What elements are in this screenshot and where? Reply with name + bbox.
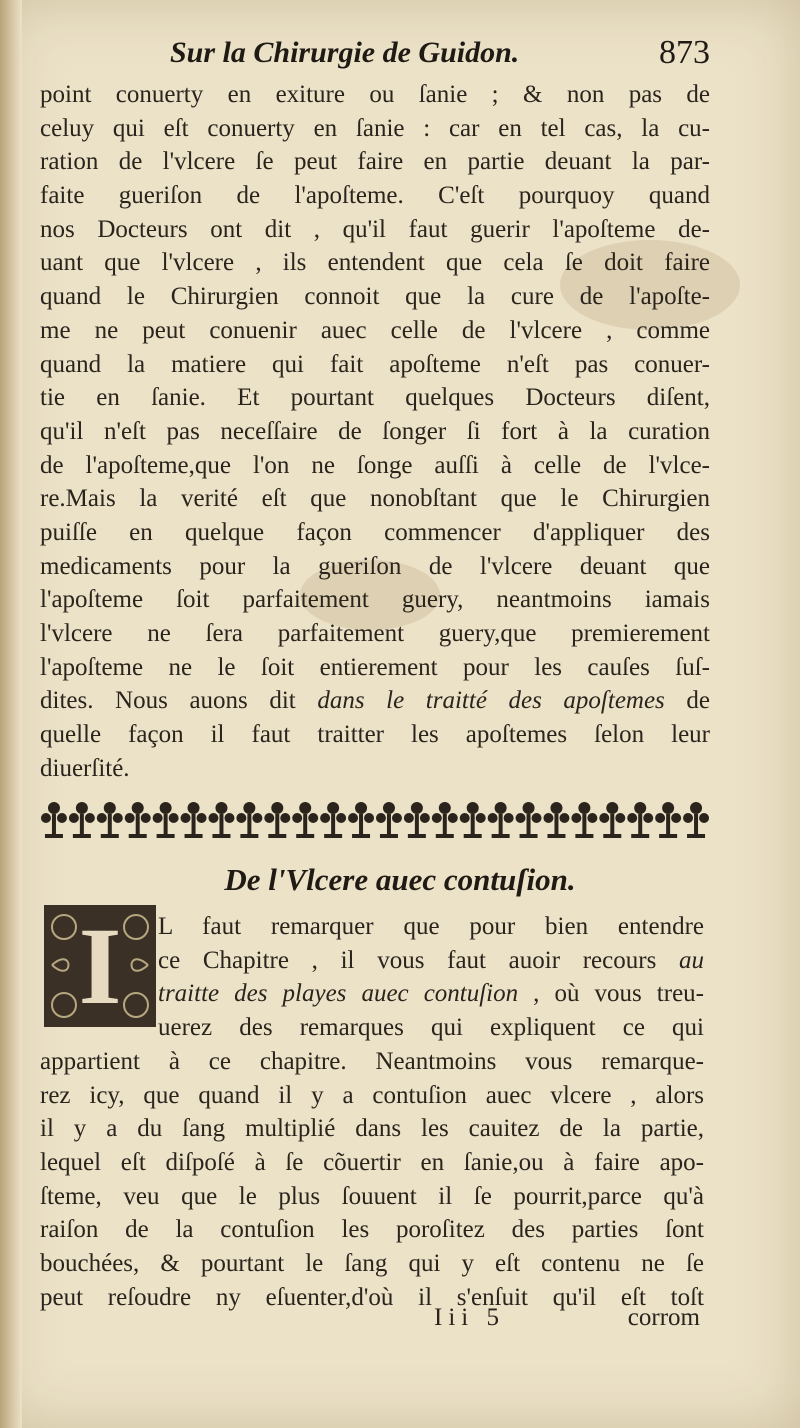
text-line: bouchées, & pourtant le ſang qui y eſt contenu ne ſe xyxy=(40,1250,704,1278)
fleuron-icon xyxy=(488,802,514,838)
fleuron-icon xyxy=(292,802,318,838)
text-line: point conuerty en exiture ou ſanie ; & non pas de xyxy=(40,81,710,108)
text-line: l'apoſteme ſoit parfaitement guery, neantmoins iamais xyxy=(40,586,710,614)
fleuron-icon xyxy=(683,802,709,838)
catchword: corrom xyxy=(627,1304,700,1331)
fleuron-icon xyxy=(655,802,681,838)
text-line: de l'apoſteme,que l'on ne ſonge auſſi à celle de l'vlce- xyxy=(40,451,710,479)
text-line: peut reſoudre ny eſuenter,d'où il s'enſuit qu'il eſt toſt xyxy=(40,1283,704,1311)
text-line: diuerſité. xyxy=(40,754,130,782)
fleuron-icon xyxy=(97,802,123,838)
text-fragment: ce Chapitre , il vous faut auoir recours xyxy=(158,946,679,974)
text-line: faite gueriſon de l'apoſteme. C'eſt pourquoy quand xyxy=(40,182,710,210)
text-line: raiſon de la contuſion les poroſitez des parties ſont xyxy=(40,1216,704,1244)
running-title: Sur la Chirurgie de Guidon. xyxy=(170,36,520,69)
text-line: rez icy, que quand il y a contuſion auec vlcere , alors xyxy=(40,1081,704,1109)
italic-reference: traitte des playes auec contuſion xyxy=(158,980,519,1008)
text-line: quand la matiere qui fait apoſteme n'eſt pas conuer- xyxy=(40,350,710,378)
page-number: 873 xyxy=(659,34,710,71)
signature-mark: Iii 5 xyxy=(434,1304,505,1331)
italic-reference: dans le traitté des apoſtemes xyxy=(317,687,665,715)
paragraph-1 xyxy=(40,78,710,785)
fleuron-icon xyxy=(208,802,234,838)
text-line xyxy=(40,684,710,718)
fleuron-icon xyxy=(153,802,179,838)
fleuron-icon xyxy=(571,802,597,838)
fleuron-icon xyxy=(181,802,207,838)
fleuron-icon xyxy=(543,802,569,838)
text-fragment: , où vous treu- xyxy=(518,980,704,1008)
text-line: me ne peut conuenir auec celle de l'vlcere , comme xyxy=(40,316,710,344)
chapter-opening-lines xyxy=(158,910,704,1045)
text-line: uerez des remarques qui expliquent ce qui xyxy=(158,1014,704,1042)
text-line: appartient à ce chapitre. Neantmoins vous remarque- xyxy=(40,1048,704,1075)
text-line: quand le Chirurgien connoit que la cure de l'apoſte- xyxy=(40,283,710,311)
text-line: ſteme, veu que le plus ſouuent il ſe pourrit,parce qu'à xyxy=(40,1182,704,1210)
fleuron-icon xyxy=(236,802,262,838)
text-line xyxy=(158,944,704,978)
text-line: lequel eſt diſpoſé à ſe cõuertir en ſanie,ou à faire apo- xyxy=(40,1149,704,1177)
fleuron-icon xyxy=(264,802,290,838)
page-gutter-shadow xyxy=(0,0,22,1428)
text-line: celuy qui eſt conuerty en ſanie : car en tel cas, la cu- xyxy=(40,114,710,142)
fleuron-icon xyxy=(460,802,486,838)
text-line: quelle façon il faut traitter les apoſtemes ſelon leur xyxy=(40,721,710,749)
text-line: qu'il n'eſt pas neceſſaire de ſonger ſi fort à la curation xyxy=(40,417,710,445)
text-line: medicaments pour la gueriſon de l'vlcere deuant que xyxy=(40,552,710,580)
catchline xyxy=(40,1304,704,1338)
text-line: uant que l'vlcere , ils entendent que cela ſe doit faire xyxy=(40,249,710,277)
fleuron-icon xyxy=(376,802,402,838)
fleuron-icon xyxy=(599,802,625,838)
fleuron-icon xyxy=(125,802,151,838)
decorated-initial xyxy=(44,905,156,1027)
italic-reference: au xyxy=(679,946,704,974)
chapter-body xyxy=(40,1045,704,1315)
text-line: il y a du ſang multiplié dans les cauitez de la partie, xyxy=(40,1115,704,1143)
fleuron-icon xyxy=(320,802,346,838)
text-fragment: dites. Nous auons dit xyxy=(40,687,318,715)
text-line: tie en ſanie. Et pourtant quelques Docteurs diſent, xyxy=(40,384,710,412)
fleuron-icon xyxy=(348,802,374,838)
text-line: l'apoſteme ne le ſoit entierement pour les cauſes ſuſ- xyxy=(40,653,710,681)
fleuron-icon xyxy=(627,802,653,838)
text-line: nos Docteurs ont dit , qu'il faut guerir l'apoſteme de- xyxy=(40,215,710,243)
text-line: L faut remarquer que pour bien entendre xyxy=(158,913,704,940)
dropcap-letter: I xyxy=(78,905,122,1027)
text-line: re.Mais la verité eſt que nonobſtant que le Chirurgien xyxy=(40,485,710,513)
fleuron-icon xyxy=(69,802,95,838)
fleuron-icon xyxy=(41,802,67,838)
fleuron-icon xyxy=(432,802,458,838)
text-line: l'vlcere ne ſera parfaitement guery,que premierement xyxy=(40,620,710,647)
fleuron-icon xyxy=(516,802,542,838)
text-line: puiſſe en quelque façon commencer d'appliquer des xyxy=(40,518,710,546)
text-line: ration de l'vlcere ſe peut faire en partie deuant la par- xyxy=(40,148,710,176)
fleuron-ornament-band xyxy=(40,790,710,848)
text-fragment: de xyxy=(664,687,710,715)
text-line xyxy=(158,977,704,1011)
fleuron-icon xyxy=(404,802,430,838)
section-heading: De l'Vlcere auec contuſion. xyxy=(224,862,576,897)
